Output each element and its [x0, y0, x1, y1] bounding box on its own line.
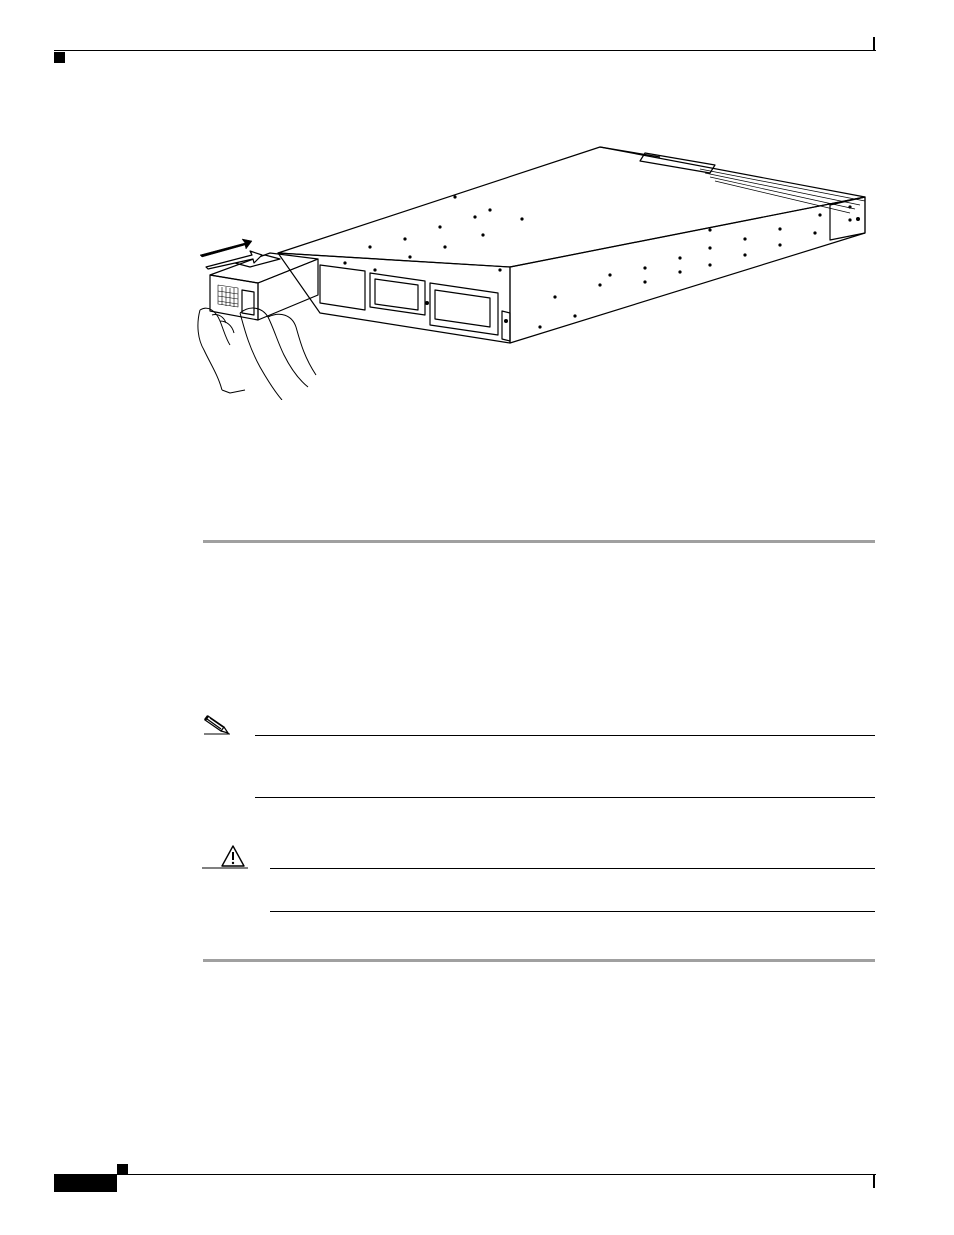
chassis-front: [510, 197, 865, 343]
caution-triangle-icon: [202, 844, 248, 870]
header-marker: [54, 52, 65, 63]
footer-rule: [54, 1174, 876, 1175]
footer-page-tab: [54, 1175, 117, 1192]
chassis-top: [278, 147, 865, 267]
power-supply-unit: [210, 253, 318, 283]
chassis-left: [278, 253, 510, 343]
footer-tick: [873, 1175, 875, 1188]
header-rule: [54, 50, 876, 51]
power-supply-figure: [190, 135, 880, 400]
procedure-bottom-rule: [203, 959, 875, 962]
caution-top-rule: [270, 868, 875, 869]
pencil-note-icon: [204, 713, 232, 735]
hand-left: [198, 308, 234, 390]
header-tick: [873, 37, 875, 51]
procedure-top-rule: [203, 540, 875, 543]
hand-right: [240, 308, 316, 400]
arrow-out: [200, 239, 252, 257]
note-top-rule: [255, 735, 875, 736]
caution-bottom-rule: [270, 911, 875, 912]
note-bottom-rule: [255, 797, 875, 798]
